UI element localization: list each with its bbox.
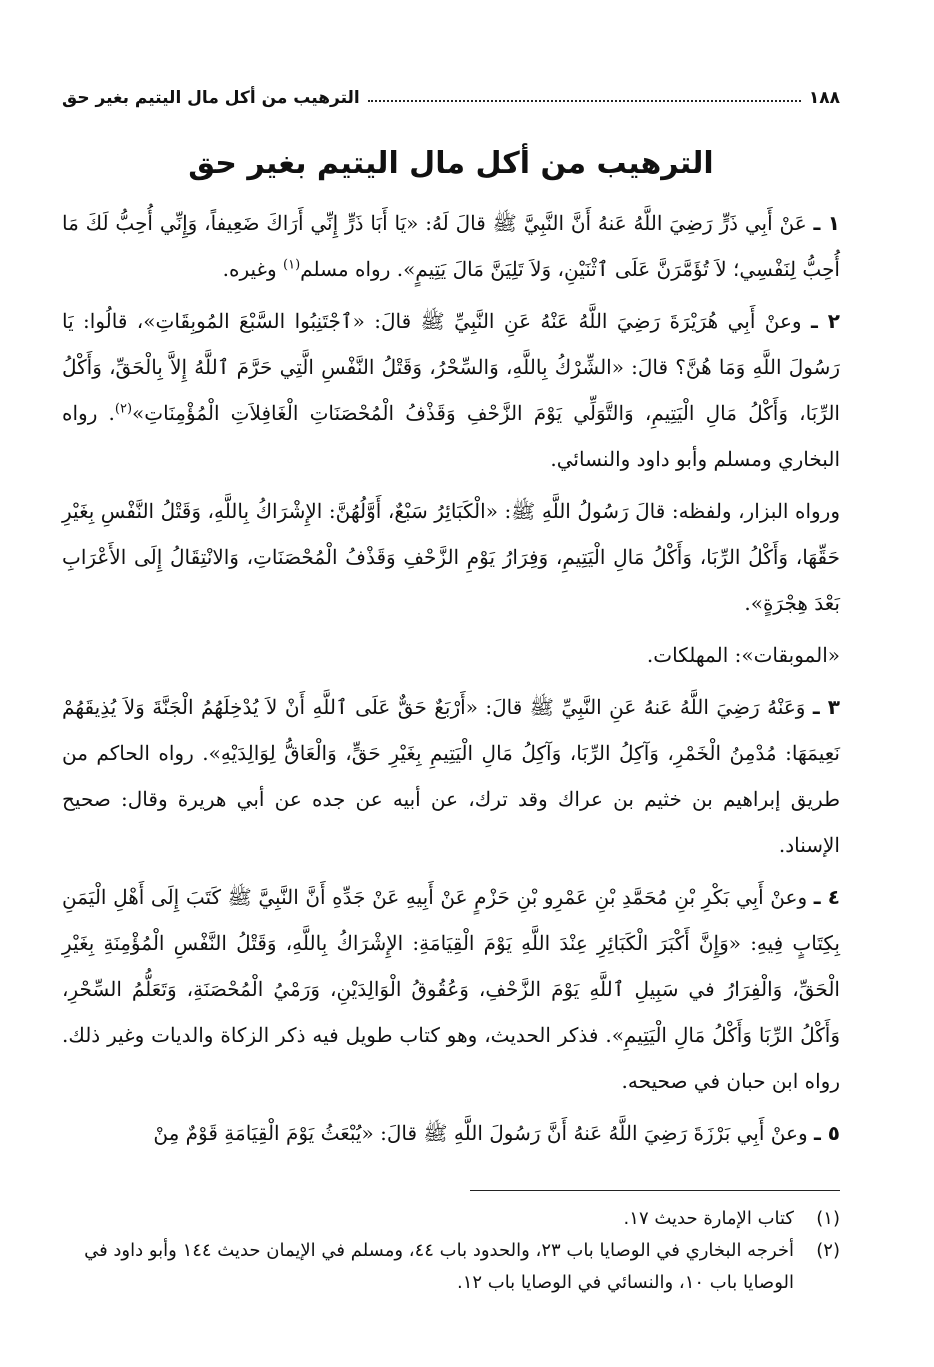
hadith-text: وعنْ أَبِي بَرْزَةَ رَضِيَ اللَّهُ عَنهُ أَنَّ رَسُولَ اللَّهِ ﷺ قالَ: «يُبْعَثُ يَوْمَ الْقِيَامَةِ قَوْمٌ مِنْ — [153, 1121, 808, 1145]
hadith-paragraph-5 — [62, 1110, 840, 1156]
hadith-paragraph-2-variant — [62, 488, 840, 626]
hadith-paragraph-3 — [62, 684, 840, 868]
footnote-ref: (١) — [283, 257, 301, 273]
footnote-number: (٢) — [816, 1240, 840, 1261]
hadith-number: ٥ ـ — [813, 1121, 840, 1145]
footnote-text: كتاب الإمارة حديث ١٧. — [623, 1208, 794, 1229]
hadith-paragraph-2 — [62, 298, 840, 482]
running-header — [62, 78, 840, 108]
footnotes — [62, 1190, 840, 1299]
hadith-text-tail: وغيره. — [222, 257, 284, 281]
footnote-1 — [62, 1203, 840, 1235]
hadith-text-tail: . رواه البخاري ومسلم وأبو داود والنسائي. — [62, 401, 840, 471]
hadith-paragraph-4 — [62, 874, 840, 1104]
footnote-text: أخرجه البخاري في الوصايا باب ٢٣، والحدود باب ٤٤، ومسلم في الإيمان حديث ١٤٤ وأبو داود في الوصايا باب ١٠، والنسائي في الوصايا باب ١٢. — [84, 1240, 794, 1293]
hadith-text: وعنْ أَبِي بَكْرِ بْنِ مُحَمَّدِ بْنِ عَمْرِو بْنِ حَزْمٍ عَنْ أَبِيهِ عَنْ جَدِّهِ أَنَّ النَّبِيَّ ﷺ كَتَبَ إِلَى أَهْلِ الْيَمَنِ بِكِتَابٍ فِيهِ: «وَإِنَّ أَكْبَرَ الْكَبَائِرِ عِنْدَ اللَّهِ يَوْمَ الْقِيَامَةِ: الإِشْرَاكُ بِاللَّهِ، وَقَتْلُ النَّفْسِ الْمُؤْمِنَةِ بِغَيْرِ الْحَقِّ، وَالْفِرَارُ في سَبِيلِ ٱللَّهِ يَوْمَ الزَّحْفِ، وَعُقُوقُ الْوَالِدَيْنِ، وَرَمْيُ الْمُحْصَنَةِ، وَتَعَلُّمُ السِّحْرِ، وَأَكْلُ الرِّبَا وَأَكْلُ مَالِ الْيَتِيمِ». فذكر الحديث، وهو كتاب طويل فيه ذكر الزكاة والديات وغير ذلك. رواه ابن حبان في صحيحه. — [62, 885, 840, 1093]
hadith-text: عَنْ أَبِي ذَرٍّ رَضِيَ اللَّهُ عَنهُ أَنَّ النَّبِيَّ ﷺ قالَ لَهُ: «يَا أَبَا ذَرٍّ إِنِّي أَرَاكَ ضَعِيفاً، وَإِنِّي أُحِبُّ لَكَ مَا أُحِبُّ لِنَفْسِي؛ لاَ تُؤَمَّرَنَّ عَلَى ٱثْنَيْنِ، وَلاَ تَلِيَنَّ مَالَ يَتِيمٍ». رواه مسلم — [62, 211, 840, 281]
running-title: الترهيب من أكل مال اليتيم بغير حق — [62, 88, 360, 108]
footnote-number: (١) — [816, 1208, 840, 1229]
footnote-2 — [62, 1235, 840, 1299]
hadith-text: ورواه البزار، ولفظه: قالَ رَسُولُ اللَّهِ ﷺ: «الْكَبَائِرُ سَبْعٌ، أَوَّلُهُنَّ: الإِشْرَاكُ بِاللَّهِ، وَقَتْلُ النَّفْسِ بِغَيْرِ حَقِّهَا، وَأَكْلُ الرِّبَا، وَأَكْلُ مَالِ الْيَتِيمِ، وَفِرَارُ يَوْمِ الزَّحْفِ وَقَذْفُ الْمُحْصَنَاتِ، وَالانْتِقَالُ إِلَى الأَعْرَابِ بَعْدَ هِجْرَةٍ». — [62, 499, 840, 615]
header-dot-leader — [368, 100, 801, 102]
hadith-text: وعنْ أَبِي هُرَيْرَةَ رَضِيَ اللَّهُ عَنْهُ عَنِ النَّبِيِّ ﷺ قالَ: «ٱجْتَنِبُوا السَّبْعَ المُوبِقَاتِ»، قالُوا: يَا رَسُولَ اللَّهِ وَمَا هُنَّ؟ قالَ: «الشِّرْكُ بِاللَّهِ، وَالسِّحْرُ، وَقَتْلُ النَّفْسِ الَّتِي حَرَّمَ ٱللَّهُ إِلاَّ بِالْحَقِّ، وَأَكْلُ الرِّبَا، وَأَكْلُ مَالِ الْيَتِيمِ، وَالتَّوَلِّي يَوْمَ الزَّحْفِ وَقَذْفُ الْمُحْصَنَاتِ الْغَافِلاَتِ الْمُؤْمِنَاتِ» — [62, 309, 840, 425]
chapter-title: الترهيب من أكل مال اليتيم بغير حق — [188, 146, 714, 181]
page-body — [62, 78, 840, 1162]
page-number: ١٨٨ — [808, 88, 840, 108]
hadith-text: «الموبقات»: المهلكات. — [646, 643, 840, 667]
hadith-paragraph-1 — [62, 200, 840, 292]
footnote-divider — [470, 1190, 840, 1191]
hadith-number: ٣ ـ — [812, 695, 841, 719]
hadith-number: ٤ ـ — [813, 885, 840, 909]
hadith-text: وَعَنْهُ رَضِيَ اللَّهُ عَنهُ عَنِ النَّبِيِّ ﷺ قالَ: «أَرْبَعٌ حَقٌّ عَلَى ٱللَّهِ أَنْ لاَ يُدْخِلَهُمُ الْجَنَّةَ وَلاَ يُذِيقَهُمْ نَعِيمَهَا: مُدْمِنُ الْخَمْرِ، وَآكِلُ الرِّبَا، وَآكِلُ مَالِ الْيَتِيمِ بِغَيْرِ حَقٍّ، وَالْعَاقُّ لِوَالِدَيْهِ». رواه الحاكم من طريق إبراهيم بن خثيم بن عراك وقد ترك، عن أبيه عن جده عن أبي هريرة وقال: صحيح الإسناد. — [62, 695, 840, 857]
hadith-number: ١ ـ — [813, 211, 840, 235]
footnote-ref: (٢) — [114, 401, 133, 417]
glossary-note — [62, 632, 840, 678]
hadith-number: ٢ ـ — [810, 309, 841, 333]
